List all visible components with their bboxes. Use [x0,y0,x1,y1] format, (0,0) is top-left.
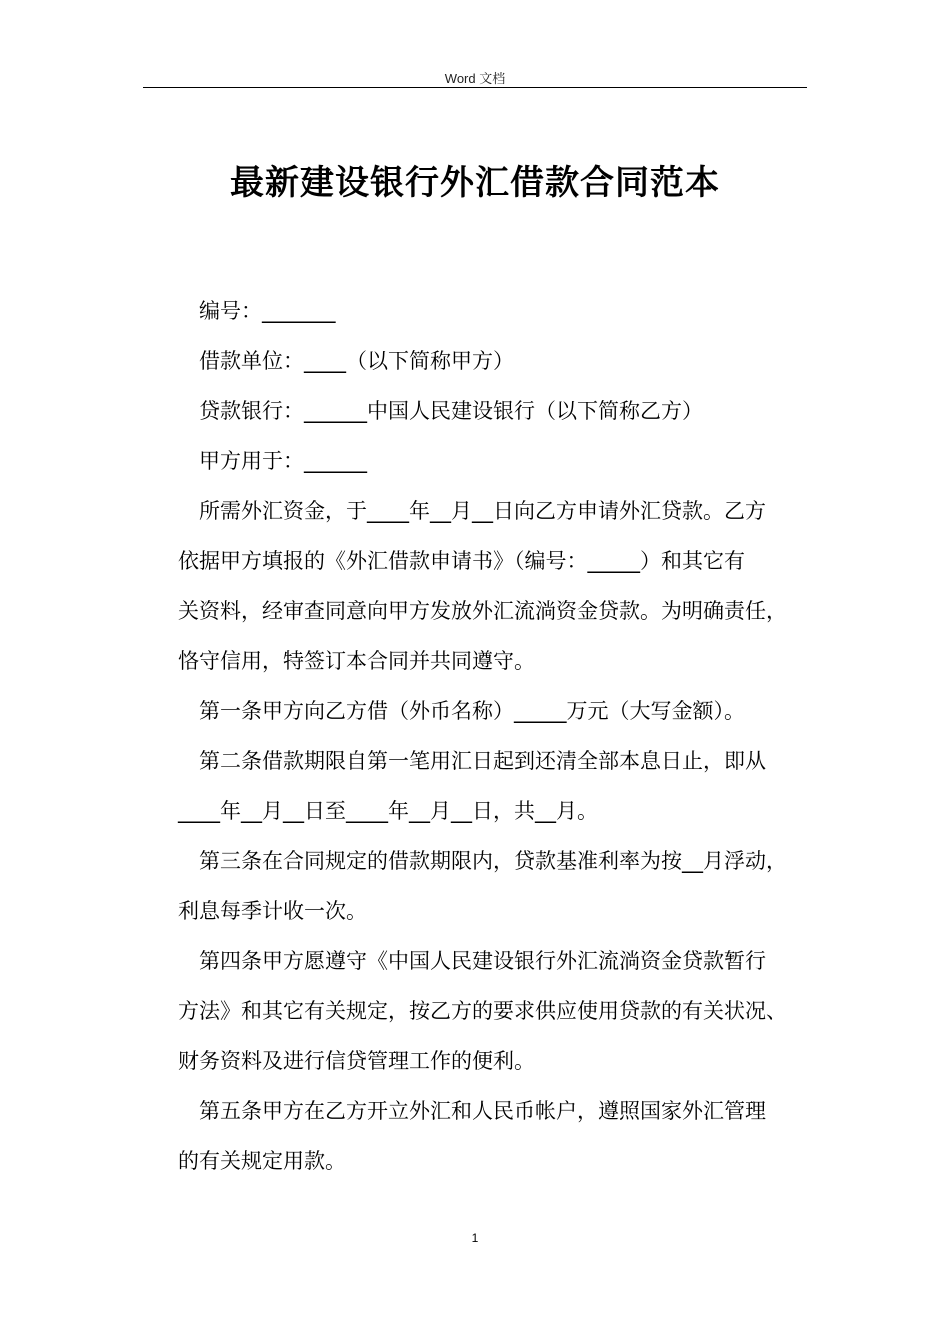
body-line: 关资料，经审查同意向甲方发放外汇流淌资金贷款。为明确责任， [178,599,787,623]
body-line: 方法》和其它有关规定，按乙方的要求供应使用贷款的有关状况、 [178,999,787,1023]
body-line: 借款单位：____（以下简称甲方） [199,349,514,373]
body-line: 财务资料及进行信贷管理工作的便利。 [178,1049,535,1073]
body-line: 依据甲方填报的《外汇借款申请书》（编号：_____）和其它有 [178,549,745,573]
body-line: 编号：_______ [199,299,336,323]
body-line: 所需外汇资金，于____年__月__日向乙方申请外汇贷款。乙方 [199,499,766,523]
body-line: ____年__月__日至____年__月__日，共__月。 [178,799,598,823]
body-line: 第五条甲方在乙方开立外汇和人民币帐户，遵照国家外汇管理 [199,1099,766,1123]
body-line: 的有关规定用款。 [178,1149,346,1173]
body-line: 第一条甲方向乙方借（外币名称）_____万元（大写金额）。 [199,699,745,723]
body-line: 利息每季计收一次。 [178,899,367,923]
body-line: 恪守信用，特签订本合同并共同遵守。 [178,649,535,673]
body-line: 第二条借款期限自第一笔用汇日起到还清全部本息日止，即从 [199,749,766,773]
body-line: 贷款银行：______中国人民建设银行（以下简称乙方） [199,399,703,423]
page-number: 1 [471,1231,479,1245]
page-header: Word 文档 [444,71,506,86]
document-body [178,286,818,1186]
body-line: 甲方用于：______ [199,449,367,473]
body-line: 第三条在合同规定的借款期限内，贷款基准利率为按__月浮动， [199,849,787,873]
document-title: 最新建设银行外汇借款合同范本 [230,163,720,203]
header-divider [143,87,807,88]
body-line: 第四条甲方愿遵守《中国人民建设银行外汇流淌资金贷款暂行 [199,949,766,973]
